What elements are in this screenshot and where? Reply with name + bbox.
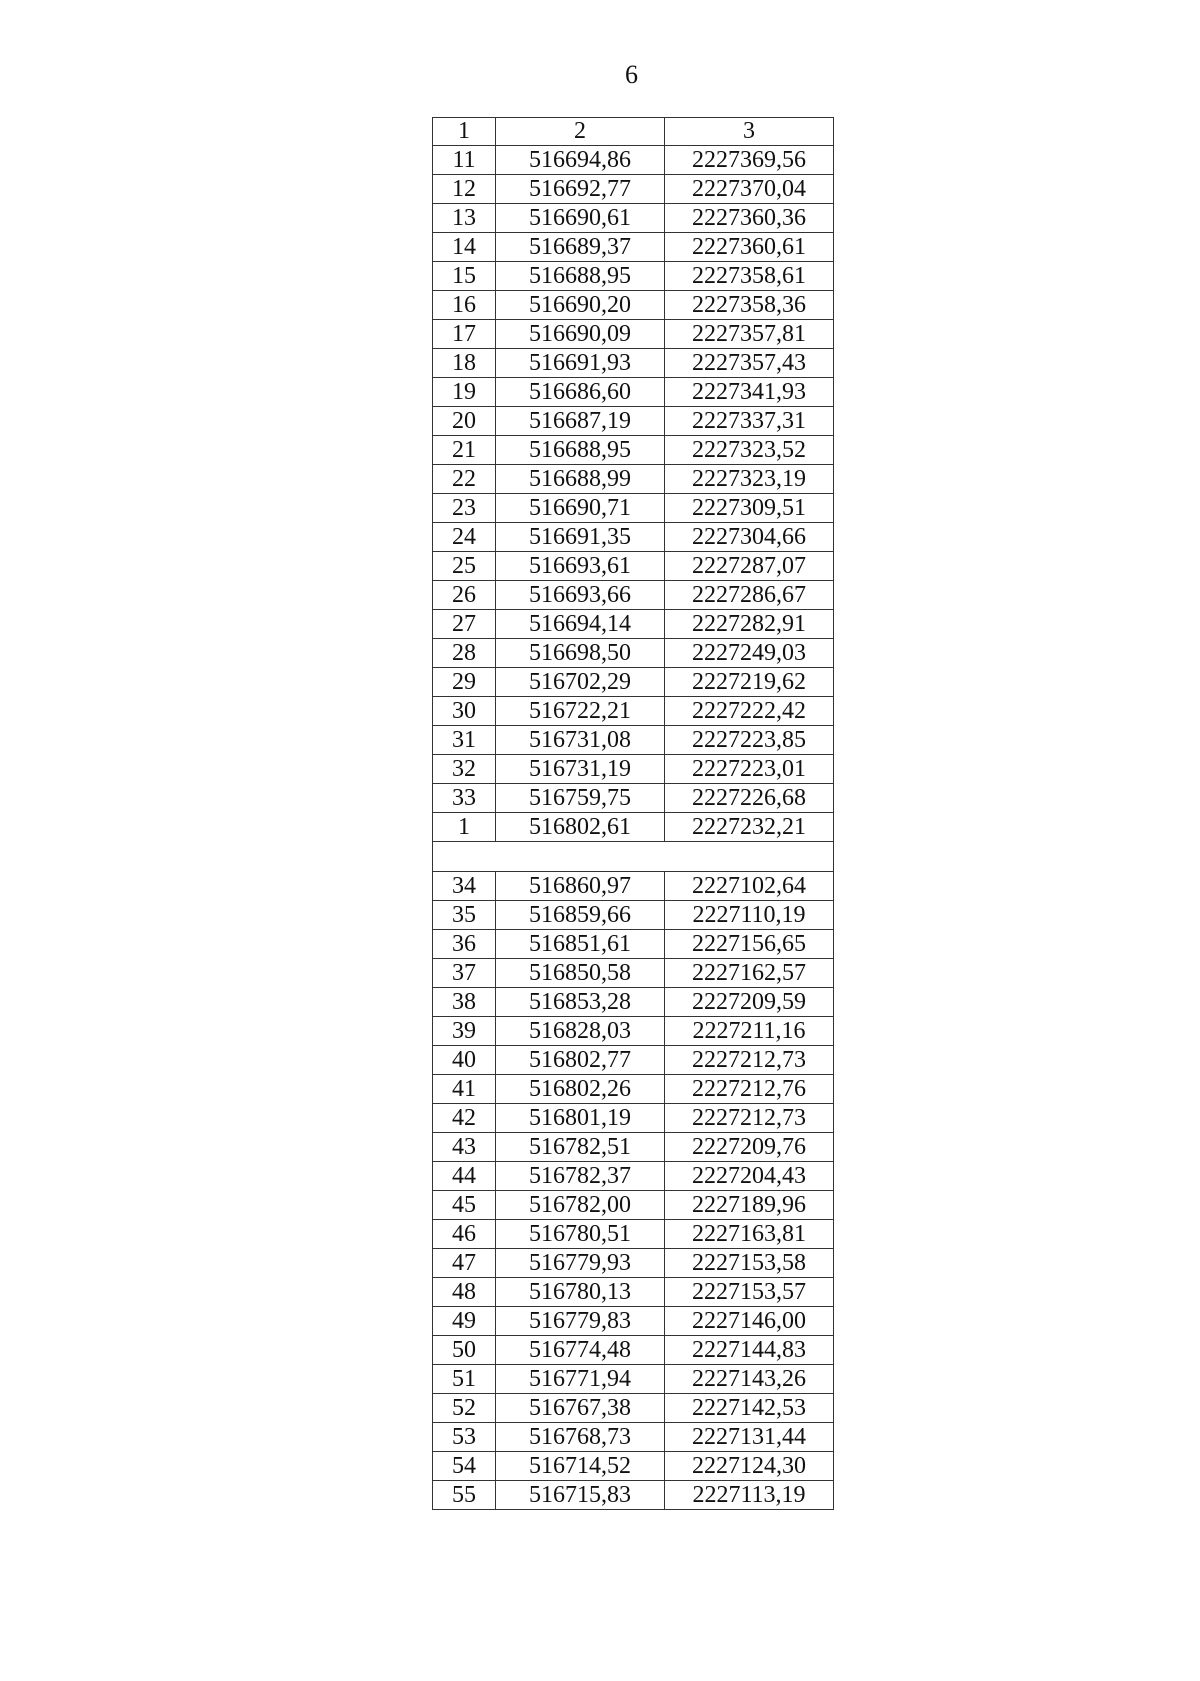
coordinates-table xyxy=(432,117,834,1510)
table-row xyxy=(433,349,834,378)
x-coordinate-cell: 516702,29 xyxy=(496,668,665,697)
table-row xyxy=(433,1307,834,1336)
x-coordinate-cell: 516859,66 xyxy=(496,901,665,930)
y-coordinate-cell: 2227223,85 xyxy=(665,726,834,755)
x-coordinate-cell: 516688,95 xyxy=(496,262,665,291)
table-row xyxy=(433,523,834,552)
y-coordinate-cell: 2227146,00 xyxy=(665,1307,834,1336)
y-coordinate-cell: 2227156,65 xyxy=(665,930,834,959)
point-number-cell: 46 xyxy=(433,1220,496,1249)
table-row xyxy=(433,320,834,349)
point-number-cell: 50 xyxy=(433,1336,496,1365)
point-number-cell: 21 xyxy=(433,436,496,465)
point-number-cell: 1 xyxy=(433,813,496,842)
table-separator-row xyxy=(433,842,834,872)
x-coordinate-cell: 516853,28 xyxy=(496,988,665,1017)
table-row xyxy=(433,552,834,581)
point-number-cell: 30 xyxy=(433,697,496,726)
table-row xyxy=(433,1394,834,1423)
point-number-cell: 42 xyxy=(433,1104,496,1133)
point-number-cell: 45 xyxy=(433,1191,496,1220)
column-header-2: 2 xyxy=(496,118,665,146)
point-number-cell: 24 xyxy=(433,523,496,552)
x-coordinate-cell: 516802,26 xyxy=(496,1075,665,1104)
point-number-cell: 12 xyxy=(433,175,496,204)
x-coordinate-cell: 516851,61 xyxy=(496,930,665,959)
table-row xyxy=(433,1278,834,1307)
table-row xyxy=(433,146,834,175)
x-coordinate-cell: 516698,50 xyxy=(496,639,665,668)
y-coordinate-cell: 2227226,68 xyxy=(665,784,834,813)
table-row xyxy=(433,668,834,697)
table-row xyxy=(433,1249,834,1278)
x-coordinate-cell: 516779,93 xyxy=(496,1249,665,1278)
point-number-cell: 25 xyxy=(433,552,496,581)
point-number-cell: 48 xyxy=(433,1278,496,1307)
point-number-cell: 55 xyxy=(433,1481,496,1510)
y-coordinate-cell: 2227249,03 xyxy=(665,639,834,668)
point-number-cell: 49 xyxy=(433,1307,496,1336)
x-coordinate-cell: 516779,83 xyxy=(496,1307,665,1336)
x-coordinate-cell: 516693,66 xyxy=(496,581,665,610)
y-coordinate-cell: 2227204,43 xyxy=(665,1162,834,1191)
x-coordinate-cell: 516828,03 xyxy=(496,1017,665,1046)
x-coordinate-cell: 516690,61 xyxy=(496,204,665,233)
table-row xyxy=(433,233,834,262)
y-coordinate-cell: 2227323,52 xyxy=(665,436,834,465)
table-row xyxy=(433,813,834,842)
x-coordinate-cell: 516759,75 xyxy=(496,784,665,813)
point-number-cell: 18 xyxy=(433,349,496,378)
table-row xyxy=(433,988,834,1017)
table-row xyxy=(433,872,834,901)
point-number-cell: 11 xyxy=(433,146,496,175)
table-row xyxy=(433,959,834,988)
y-coordinate-cell: 2227337,31 xyxy=(665,407,834,436)
x-coordinate-cell: 516691,35 xyxy=(496,523,665,552)
table-row xyxy=(433,639,834,668)
x-coordinate-cell: 516687,19 xyxy=(496,407,665,436)
y-coordinate-cell: 2227212,73 xyxy=(665,1104,834,1133)
table-row xyxy=(433,262,834,291)
table-row xyxy=(433,1046,834,1075)
point-number-cell: 33 xyxy=(433,784,496,813)
point-number-cell: 37 xyxy=(433,959,496,988)
x-coordinate-cell: 516782,37 xyxy=(496,1162,665,1191)
x-coordinate-cell: 516694,86 xyxy=(496,146,665,175)
x-coordinate-cell: 516782,00 xyxy=(496,1191,665,1220)
point-number-cell: 13 xyxy=(433,204,496,233)
table-row xyxy=(433,465,834,494)
point-number-cell: 54 xyxy=(433,1452,496,1481)
x-coordinate-cell: 516802,77 xyxy=(496,1046,665,1075)
x-coordinate-cell: 516688,99 xyxy=(496,465,665,494)
x-coordinate-cell: 516690,09 xyxy=(496,320,665,349)
point-number-cell: 19 xyxy=(433,378,496,407)
y-coordinate-cell: 2227219,62 xyxy=(665,668,834,697)
y-coordinate-cell: 2227358,36 xyxy=(665,291,834,320)
y-coordinate-cell: 2227360,61 xyxy=(665,233,834,262)
y-coordinate-cell: 2227304,66 xyxy=(665,523,834,552)
x-coordinate-cell: 516688,95 xyxy=(496,436,665,465)
table-row xyxy=(433,1191,834,1220)
point-number-cell: 39 xyxy=(433,1017,496,1046)
y-coordinate-cell: 2227341,93 xyxy=(665,378,834,407)
y-coordinate-cell: 2227143,26 xyxy=(665,1365,834,1394)
table-row xyxy=(433,436,834,465)
table-row xyxy=(433,610,834,639)
y-coordinate-cell: 2227370,04 xyxy=(665,175,834,204)
y-coordinate-cell: 2227309,51 xyxy=(665,494,834,523)
point-number-cell: 53 xyxy=(433,1423,496,1452)
y-coordinate-cell: 2227323,19 xyxy=(665,465,834,494)
table-row xyxy=(433,1365,834,1394)
y-coordinate-cell: 2227162,57 xyxy=(665,959,834,988)
table-row xyxy=(433,930,834,959)
x-coordinate-cell: 516782,51 xyxy=(496,1133,665,1162)
table-row xyxy=(433,1220,834,1249)
coordinates-table-body xyxy=(433,118,834,1510)
y-coordinate-cell: 2227142,53 xyxy=(665,1394,834,1423)
point-number-cell: 36 xyxy=(433,930,496,959)
table-row xyxy=(433,1452,834,1481)
x-coordinate-cell: 516768,73 xyxy=(496,1423,665,1452)
table-row xyxy=(433,1336,834,1365)
x-coordinate-cell: 516714,52 xyxy=(496,1452,665,1481)
point-number-cell: 16 xyxy=(433,291,496,320)
y-coordinate-cell: 2227211,16 xyxy=(665,1017,834,1046)
x-coordinate-cell: 516694,14 xyxy=(496,610,665,639)
x-coordinate-cell: 516801,19 xyxy=(496,1104,665,1133)
point-number-cell: 15 xyxy=(433,262,496,291)
point-number-cell: 35 xyxy=(433,901,496,930)
table-row xyxy=(433,784,834,813)
point-number-cell: 38 xyxy=(433,988,496,1017)
page-number: 6 xyxy=(625,60,638,89)
table-row xyxy=(433,175,834,204)
table-row xyxy=(433,1423,834,1452)
table-row xyxy=(433,407,834,436)
point-number-cell: 47 xyxy=(433,1249,496,1278)
column-header-1: 1 xyxy=(433,118,496,146)
table-row xyxy=(433,1075,834,1104)
point-number-cell: 31 xyxy=(433,726,496,755)
x-coordinate-cell: 516771,94 xyxy=(496,1365,665,1394)
x-coordinate-cell: 516774,48 xyxy=(496,1336,665,1365)
y-coordinate-cell: 2227360,36 xyxy=(665,204,834,233)
y-coordinate-cell: 2227144,83 xyxy=(665,1336,834,1365)
point-number-cell: 29 xyxy=(433,668,496,697)
x-coordinate-cell: 516690,20 xyxy=(496,291,665,320)
x-coordinate-cell: 516693,61 xyxy=(496,552,665,581)
point-number-cell: 14 xyxy=(433,233,496,262)
point-number-cell: 26 xyxy=(433,581,496,610)
y-coordinate-cell: 2227209,76 xyxy=(665,1133,834,1162)
point-number-cell: 51 xyxy=(433,1365,496,1394)
y-coordinate-cell: 2227209,59 xyxy=(665,988,834,1017)
y-coordinate-cell: 2227102,64 xyxy=(665,872,834,901)
y-coordinate-cell: 2227369,56 xyxy=(665,146,834,175)
y-coordinate-cell: 2227163,81 xyxy=(665,1220,834,1249)
y-coordinate-cell: 2227232,21 xyxy=(665,813,834,842)
y-coordinate-cell: 2227287,07 xyxy=(665,552,834,581)
x-coordinate-cell: 516691,93 xyxy=(496,349,665,378)
point-number-cell: 34 xyxy=(433,872,496,901)
x-coordinate-cell: 516689,37 xyxy=(496,233,665,262)
table-row xyxy=(433,581,834,610)
x-coordinate-cell: 516850,58 xyxy=(496,959,665,988)
table-row xyxy=(433,1133,834,1162)
point-number-cell: 20 xyxy=(433,407,496,436)
y-coordinate-cell: 2227357,43 xyxy=(665,349,834,378)
y-coordinate-cell: 2227358,61 xyxy=(665,262,834,291)
y-coordinate-cell: 2227153,58 xyxy=(665,1249,834,1278)
x-coordinate-cell: 516722,21 xyxy=(496,697,665,726)
table-row xyxy=(433,1017,834,1046)
point-number-cell: 52 xyxy=(433,1394,496,1423)
y-coordinate-cell: 2227282,91 xyxy=(665,610,834,639)
separator-cell xyxy=(433,842,834,872)
table-row xyxy=(433,726,834,755)
table-header-row xyxy=(433,118,834,146)
x-coordinate-cell: 516731,08 xyxy=(496,726,665,755)
table-row xyxy=(433,1104,834,1133)
y-coordinate-cell: 2227286,67 xyxy=(665,581,834,610)
table-row xyxy=(433,1481,834,1510)
x-coordinate-cell: 516715,83 xyxy=(496,1481,665,1510)
x-coordinate-cell: 516780,13 xyxy=(496,1278,665,1307)
x-coordinate-cell: 516690,71 xyxy=(496,494,665,523)
y-coordinate-cell: 2227223,01 xyxy=(665,755,834,784)
point-number-cell: 32 xyxy=(433,755,496,784)
point-number-cell: 40 xyxy=(433,1046,496,1075)
x-coordinate-cell: 516860,97 xyxy=(496,872,665,901)
point-number-cell: 23 xyxy=(433,494,496,523)
y-coordinate-cell: 2227189,96 xyxy=(665,1191,834,1220)
x-coordinate-cell: 516686,60 xyxy=(496,378,665,407)
point-number-cell: 41 xyxy=(433,1075,496,1104)
x-coordinate-cell: 516731,19 xyxy=(496,755,665,784)
y-coordinate-cell: 2227124,30 xyxy=(665,1452,834,1481)
table-row xyxy=(433,378,834,407)
point-number-cell: 22 xyxy=(433,465,496,494)
point-number-cell: 44 xyxy=(433,1162,496,1191)
table-row xyxy=(433,291,834,320)
y-coordinate-cell: 2227222,42 xyxy=(665,697,834,726)
y-coordinate-cell: 2227212,73 xyxy=(665,1046,834,1075)
point-number-cell: 28 xyxy=(433,639,496,668)
column-header-3: 3 xyxy=(665,118,834,146)
y-coordinate-cell: 2227113,19 xyxy=(665,1481,834,1510)
x-coordinate-cell: 516802,61 xyxy=(496,813,665,842)
point-number-cell: 17 xyxy=(433,320,496,349)
table-row xyxy=(433,901,834,930)
x-coordinate-cell: 516692,77 xyxy=(496,175,665,204)
point-number-cell: 27 xyxy=(433,610,496,639)
table-row xyxy=(433,204,834,233)
table-row xyxy=(433,697,834,726)
point-number-cell: 43 xyxy=(433,1133,496,1162)
table-row xyxy=(433,494,834,523)
y-coordinate-cell: 2227153,57 xyxy=(665,1278,834,1307)
table-row xyxy=(433,755,834,784)
y-coordinate-cell: 2227212,76 xyxy=(665,1075,834,1104)
x-coordinate-cell: 516767,38 xyxy=(496,1394,665,1423)
y-coordinate-cell: 2227110,19 xyxy=(665,901,834,930)
table-row xyxy=(433,1162,834,1191)
x-coordinate-cell: 516780,51 xyxy=(496,1220,665,1249)
y-coordinate-cell: 2227131,44 xyxy=(665,1423,834,1452)
y-coordinate-cell: 2227357,81 xyxy=(665,320,834,349)
